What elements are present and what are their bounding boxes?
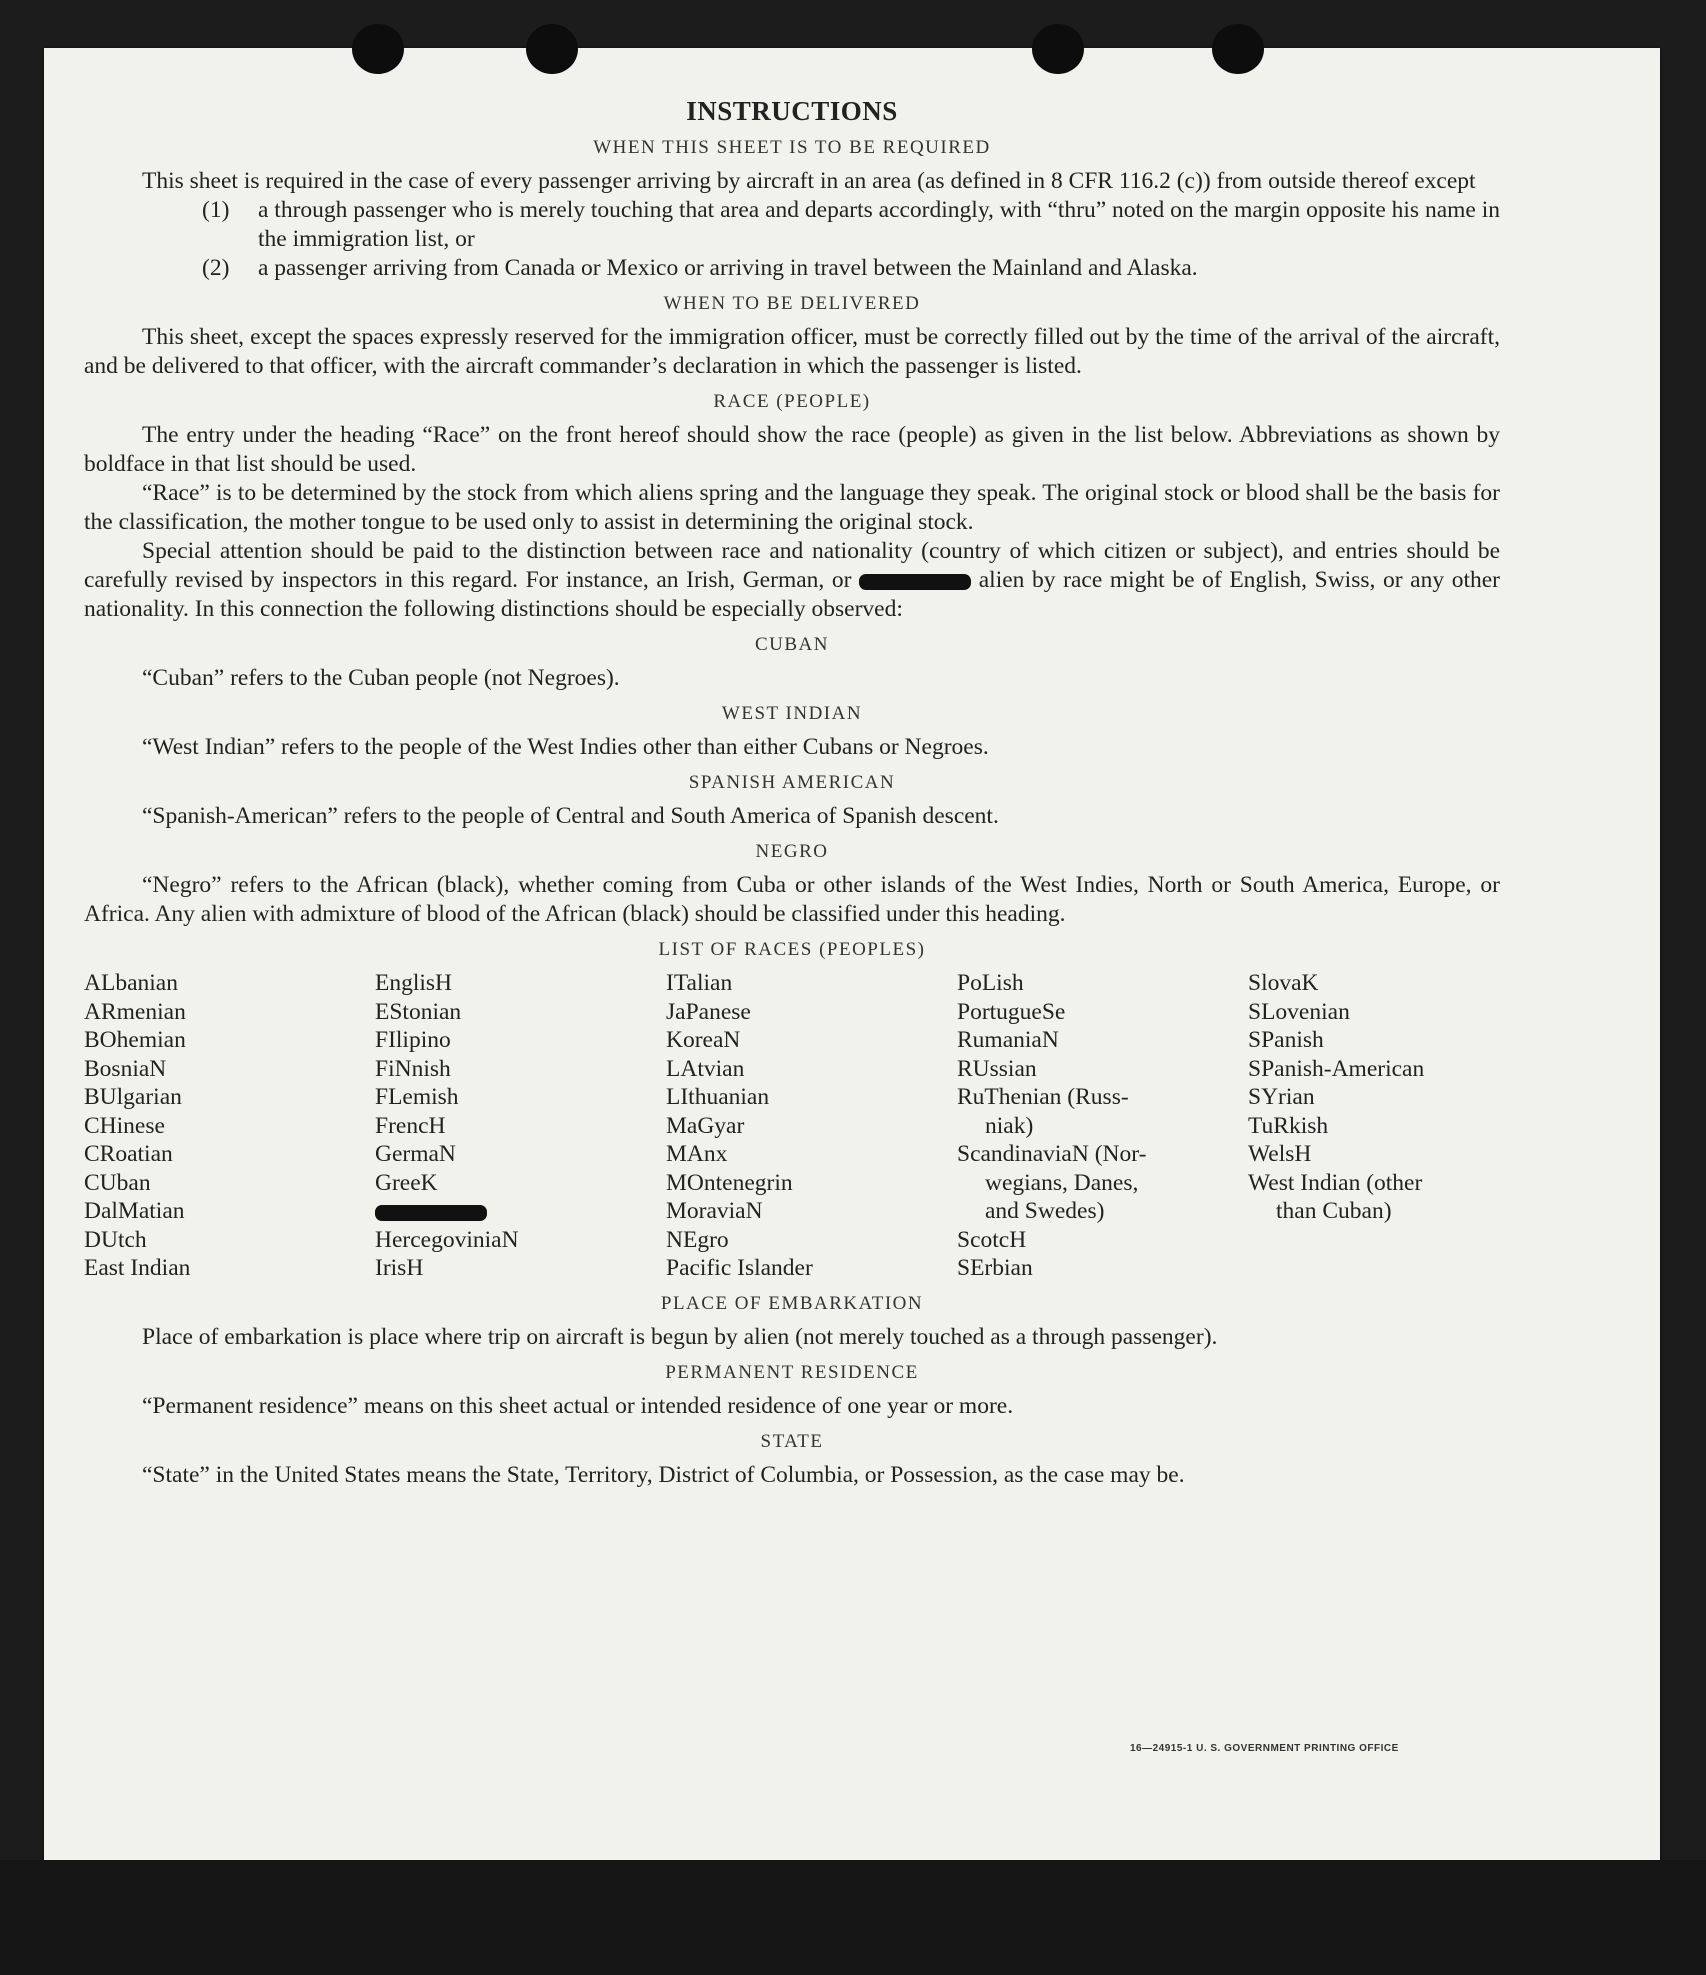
- race-entry: CHinese: [84, 1112, 165, 1139]
- race-entry: ARmenian: [84, 998, 186, 1025]
- race-paragraph: [84, 537, 1500, 624]
- race-entry: SlovaK: [1248, 970, 1319, 996]
- punch-hole: [352, 24, 404, 74]
- race-entry: LAtvian: [666, 1055, 745, 1082]
- race-distinction-text: Special attention should be paid to the distinction between race and nationality (country of which citizen or subject), and entries should be carefully revised by inspectors in this regard. For instance, an Irish, German, or: [84, 538, 1500, 593]
- race-entry: MAnx: [666, 1141, 728, 1167]
- race-entry: SLovenian: [1248, 998, 1350, 1025]
- race-entry: West Indian (other: [1248, 1169, 1423, 1196]
- spanish-american-definition: “Spanish-American” refers to the people of Central and South America of Spanish descent.: [142, 803, 999, 829]
- cuban-definition: “Cuban” refers to the Cuban people (not Negroes).: [142, 665, 620, 691]
- races-list: [84, 969, 1500, 1283]
- race-entry: JaPanese: [666, 998, 751, 1025]
- race-entry: DalMatian: [84, 1198, 185, 1224]
- race-entry: Pacific Islander: [666, 1255, 813, 1281]
- punch-hole: [526, 24, 578, 74]
- race-distinction-text: alien by race might be of English, Swiss, or any other nationality. In this connection the following distinctions should be especially observed:: [84, 567, 1501, 622]
- negro-definition: “Negro” refers to the African (black), whether coming from Cuba or other islands of the West Indies, North or South America, Europe, or Africa. Any alien with admixture of blood of the African (black) should be classified under this heading.: [84, 872, 1500, 927]
- races-column: [1248, 969, 1498, 1283]
- section-heading-residence: PERMANENT RESIDENCE: [665, 1361, 919, 1383]
- race-entry: MaGyar: [666, 1112, 745, 1139]
- race-entry: WelsH: [1248, 1141, 1312, 1167]
- exception-text: a passenger arriving from Canada or Mexico or arriving in travel between the Mainland and Alaska.: [258, 255, 1198, 281]
- race-entry: ScandinaviaN (Nor-: [957, 1141, 1147, 1167]
- section-heading-west-indian: WEST INDIAN: [721, 703, 863, 724]
- section-heading-state: STATE: [760, 1430, 824, 1452]
- race-entry: CRoatian: [84, 1141, 173, 1167]
- race-entry: DUtch: [84, 1226, 147, 1253]
- scan-border: [0, 1860, 1706, 1975]
- delivered-paragraph: This sheet, except the spaces expressly reserved for the immigration officer, must be correctly filled out by the time of the arrival of the aircraft, and be delivered to that officer, with the aircraft commander’s declaration in which the passenger is listed.: [84, 324, 1500, 379]
- residence-definition: “Permanent residence” means on this sheet actual or intended residence of one year or more.: [142, 1392, 1014, 1419]
- printing-office-code: 16—24915-1 U. S. GOVERNMENT PRINTING OFFICE: [1130, 1743, 1399, 1754]
- race-entry: RumaniaN: [957, 1027, 1059, 1053]
- race-entry: RUssian: [957, 1055, 1037, 1082]
- section-heading-cuban: CUBAN: [754, 634, 829, 655]
- state-definition: “State” in the United States means the State, Territory, District of Columbia, or Possession, as the case may be.: [142, 1461, 1185, 1488]
- race-entry: SPanish: [1248, 1027, 1324, 1053]
- race-entry: BOhemian: [84, 1027, 186, 1053]
- race-entry-continuation: than Cuban): [1276, 1198, 1392, 1224]
- races-column: [375, 969, 666, 1283]
- race-entry: GermaN: [375, 1141, 456, 1167]
- races-column: [957, 969, 1248, 1283]
- race-entry-continuation: and Swedes): [985, 1198, 1105, 1224]
- race-entry: TuRkish: [1248, 1112, 1329, 1139]
- race-entry: NEgro: [666, 1226, 729, 1253]
- race-entry: RuThenian (Russ-: [957, 1084, 1129, 1110]
- section-heading-spanish-american: SPANISH AMERICAN: [688, 772, 896, 793]
- race-entry: MOntenegrin: [666, 1169, 793, 1196]
- instructions-content: [84, 96, 1500, 1490]
- section-heading-negro: NEGRO: [755, 841, 829, 862]
- race-entry: SYrian: [1248, 1084, 1315, 1110]
- page-title: INSTRUCTIONS: [686, 96, 898, 126]
- race-entry: FrencH: [375, 1112, 446, 1139]
- exception-item: [84, 254, 1500, 283]
- race-entry: BUlgarian: [84, 1084, 182, 1110]
- race-paragraph: The entry under the heading “Race” on the front hereof should show the race (people) as given in the list below. Abbreviations as shown by boldface in that list should be used.: [84, 422, 1500, 477]
- section-heading-delivered: WHEN TO BE DELIVERED: [663, 293, 921, 314]
- west-indian-definition: “West Indian” refers to the people of the West Indies other than either Cubans or Negroes.: [142, 734, 989, 760]
- race-entry: FLemish: [375, 1084, 459, 1110]
- race-entry: ITalian: [666, 970, 733, 996]
- race-entry: CUban: [84, 1169, 151, 1196]
- race-entry: ScotcH: [957, 1226, 1027, 1253]
- section-heading-race: RACE (PEOPLE): [713, 391, 871, 412]
- embarkation-definition: Place of embarkation is place where trip on aircraft is begun by alien (not merely touched as a through passenger).: [142, 1323, 1218, 1350]
- race-entry: FiNnish: [375, 1055, 451, 1082]
- section-heading-races-list: LIST OF RACES (PEOPLES): [658, 939, 926, 960]
- redaction-mark: [859, 574, 971, 590]
- section-heading-required: WHEN THIS SHEET IS TO BE REQUIRED: [593, 137, 991, 158]
- race-entry: SErbian: [957, 1255, 1033, 1281]
- race-entry: MoraviaN: [666, 1198, 763, 1224]
- race-entry: EStonian: [375, 998, 462, 1025]
- race-entry: GreeK: [375, 1169, 438, 1196]
- race-entry: LIthuanian: [666, 1084, 770, 1110]
- redaction-mark: [375, 1205, 487, 1221]
- race-entry: East Indian: [84, 1255, 191, 1281]
- race-entry: FIlipino: [375, 1027, 451, 1053]
- race-entry-continuation: niak): [985, 1112, 1034, 1139]
- race-entry: ALbanian: [84, 970, 178, 996]
- redacted-race-entry: [375, 1197, 666, 1226]
- race-entry: BosniaN: [84, 1055, 167, 1082]
- punch-hole: [1032, 24, 1084, 74]
- race-paragraph: “Race” is to be determined by the stock from which aliens spring and the language they speak. The original stock or blood shall be the basis for the classification, the mother tongue to be used only to assist in determining the original stock.: [84, 480, 1500, 535]
- required-paragraph: This sheet is required in the case of every passenger arriving by aircraft in an area (as defined in 8 CFR 116.2 (c)) from outside thereof except: [142, 168, 1476, 194]
- race-entry: PortugueSe: [957, 998, 1066, 1025]
- race-entry-continuation: wegians, Danes,: [985, 1169, 1139, 1196]
- section-heading-embarkation: PLACE OF EMBARKATION: [660, 1292, 924, 1314]
- race-entry: PoLish: [957, 970, 1024, 996]
- race-entry: SPanish-American: [1248, 1055, 1425, 1082]
- race-entry: KoreaN: [666, 1027, 741, 1053]
- races-column: [84, 969, 375, 1283]
- race-entry: IrisH: [375, 1255, 424, 1281]
- race-entry: HercegoviniaN: [375, 1226, 519, 1253]
- exception-number: (2): [202, 255, 230, 281]
- exception-number: (1): [202, 197, 230, 223]
- exception-text: a through passenger who is merely touching that area and departs accordingly, with “thru” noted on the margin opposite his name in the immigration list, or: [258, 197, 1500, 252]
- punch-hole: [1212, 24, 1264, 74]
- exception-item: [84, 196, 1500, 254]
- races-column: [666, 969, 957, 1283]
- race-entry: EnglisH: [375, 970, 453, 996]
